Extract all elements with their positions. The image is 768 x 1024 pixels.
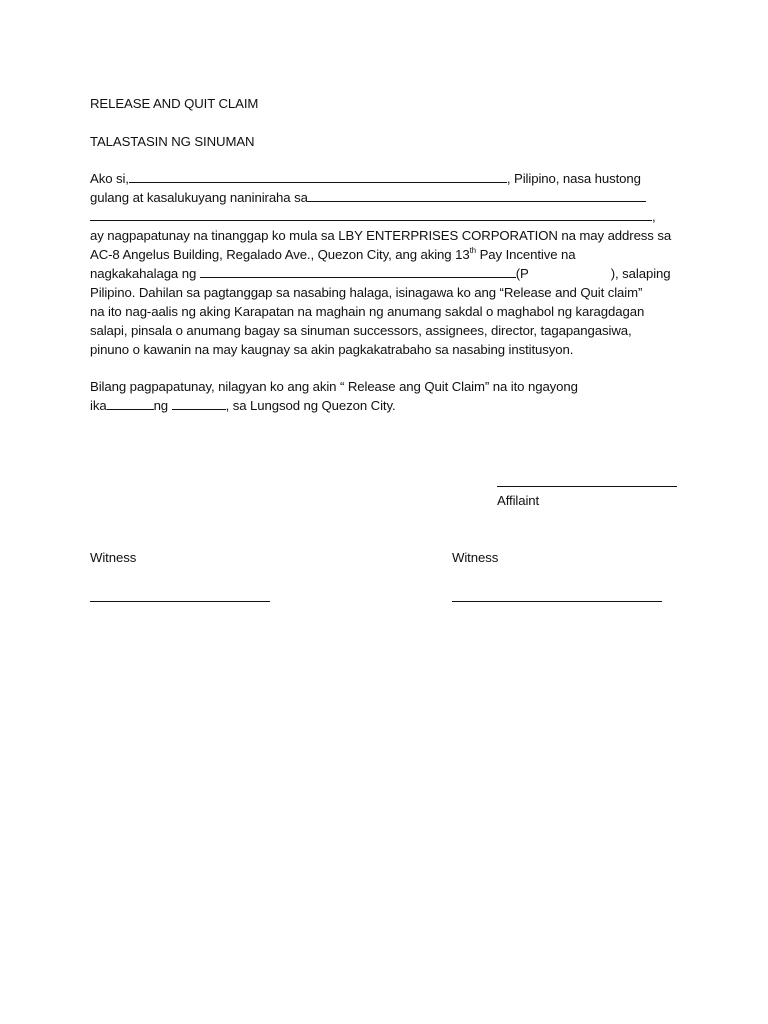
paragraph-1-line-3: , xyxy=(90,207,656,226)
document-title: RELEASE AND QUIT CLAIM xyxy=(90,96,259,111)
amount-words-blank[interactable] xyxy=(200,264,516,278)
paragraph-1-line-8: na ito nag-aalis ng aking Karapatan na maghain ng anumang sakdal o maghabol ng karagdagan xyxy=(90,304,645,319)
witness-left-label: Witness xyxy=(90,550,137,565)
paragraph-1-line-6: nagkakahalaga ng (P ), salaping xyxy=(90,266,671,281)
affiant-signature-line[interactable] xyxy=(497,486,677,487)
address-blank-1[interactable] xyxy=(308,188,646,202)
paragraph-1-line-10: pinuno o kawanin na may kaugnay sa akin pagkakatrabaho sa nasabing institusyon. xyxy=(90,342,574,357)
day-blank[interactable] xyxy=(107,396,154,410)
paragraph-1-line-4: ay nagpapatunay na tinanggap ko mula sa LBY ENTERPRISES CORPORATION na may address sa xyxy=(90,228,672,243)
month-blank[interactable] xyxy=(172,396,226,410)
name-blank[interactable] xyxy=(129,169,507,183)
witness-left-signature-line[interactable] xyxy=(90,601,270,602)
witness-right-label: Witness xyxy=(452,550,499,565)
paragraph-2-line-2: ika ng , sa Lungsod ng Quezon City. xyxy=(90,398,396,413)
witness-right-signature-line[interactable] xyxy=(452,601,662,602)
paragraph-1-line-5: AC-8 Angelus Building, Regalado Ave., Quezon City, ang aking 13th Pay Incentive na xyxy=(90,245,576,262)
address-blank-2[interactable] xyxy=(90,207,652,221)
document-subtitle: TALASTASIN NG SINUMAN xyxy=(90,134,255,149)
paragraph-1-line-1: Ako si, , Pilipino, nasa hustong xyxy=(90,171,641,186)
paragraph-2-line-1: Bilang pagpapatunay, nilagyan ko ang akin “ Release ang Quit Claim” na ito ngayong xyxy=(90,379,578,394)
affiant-label: Affilaint xyxy=(497,493,540,508)
paragraph-1-line-2: gulang at kasalukuyang naniniraha sa xyxy=(90,188,646,207)
paragraph-1-line-7: Pilipino. Dahilan sa pagtanggap sa nasabing halaga, isinagawa ko ang “Release and Quit claim” xyxy=(90,285,643,300)
paragraph-1-line-9: salapi, pinsala o anumang bagay sa sinuman successors, assignees, director, tagapangasiwa, xyxy=(90,323,632,338)
